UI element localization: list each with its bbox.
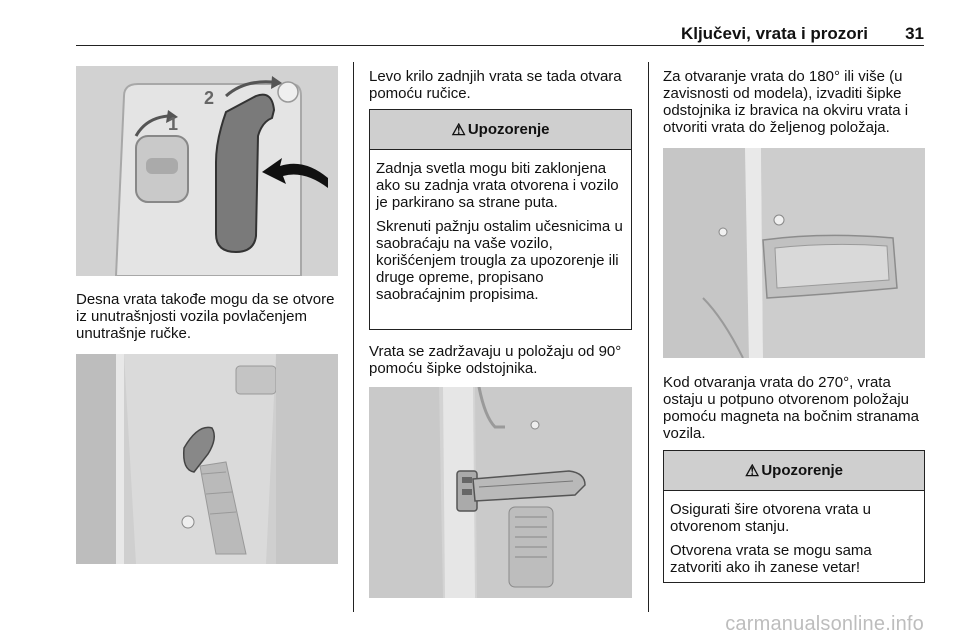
warning-paragraph: Skrenuti pažnju ostalim učesnicima u saobraćaju na vaše vozilo, korišćenjem trougla za upozorenje ili druge opreme, propisano saobraćajnim propisima. [376,218,623,303]
paragraph-270-opening: Kod otvaranja vrata do 270°, vrata ostaju u potpuno otvorenom položaju pomoću magneta na bočnim stranama vozila. [663,374,919,442]
warning-body [370,150,631,311]
page-title: Ključevi, vrata i prozori [680,24,868,43]
warning-header [664,451,924,491]
warning-header [370,110,631,150]
warning-body [664,491,924,584]
warning-paragraph: Osigurati šire otvorena vrata u otvorenom stanju. [670,501,871,535]
column-divider [353,62,354,612]
warning-paragraph: Otvorena vrata se mogu sama zatvoriti ako ih zanese vetar! [670,542,872,576]
figure-step-1-label: 1 [168,114,179,134]
column-divider [648,62,649,612]
paragraph-180-opening: Za otvaranje vrata do 180° ili više (u zavisnosti od modela), izvaditi šipke odstojnika iz bravica na okviru vrata i otvoriti vrata do željenog položaja. [663,68,909,136]
paragraph-left-door: Levo krilo zadnjih vrata se tada otvara pomoću ručice. [369,68,622,102]
page-header [76,20,924,46]
watermark: carmanualsonline.info [725,613,924,635]
paragraph-right-door: Desna vrata takođe mogu da se otvore iz unutrašnjosti vozila povlačenjem unutrašnje ručke. [76,291,335,342]
warning-title: Upozorenje [761,462,844,479]
warning-title: Upozorenje [467,121,550,138]
page-number: 31 [905,24,924,43]
figure-step-2-label: 2 [204,88,215,108]
figure-interior-door-handle [76,354,338,564]
warning-triangle-icon: ⚠ [744,462,760,480]
warning-box [663,450,925,583]
warning-box [369,109,632,330]
figure-door-stay-rod [369,387,632,598]
figure-interior-door-lever [76,66,338,276]
paragraph-door-stay: Vrata se zadržavaju u položaju od 90° pomoću šipke odstojnika. [369,343,622,377]
warning-paragraph: Zadnja svetla mogu biti zaklonjena ako su zadnja vrata otvorena i vozilo je parkirano sa strane puta. [376,160,619,211]
figure-door-stop-bracket [663,148,925,358]
warning-triangle-icon: ⚠ [451,121,466,139]
header-rule [76,45,924,46]
